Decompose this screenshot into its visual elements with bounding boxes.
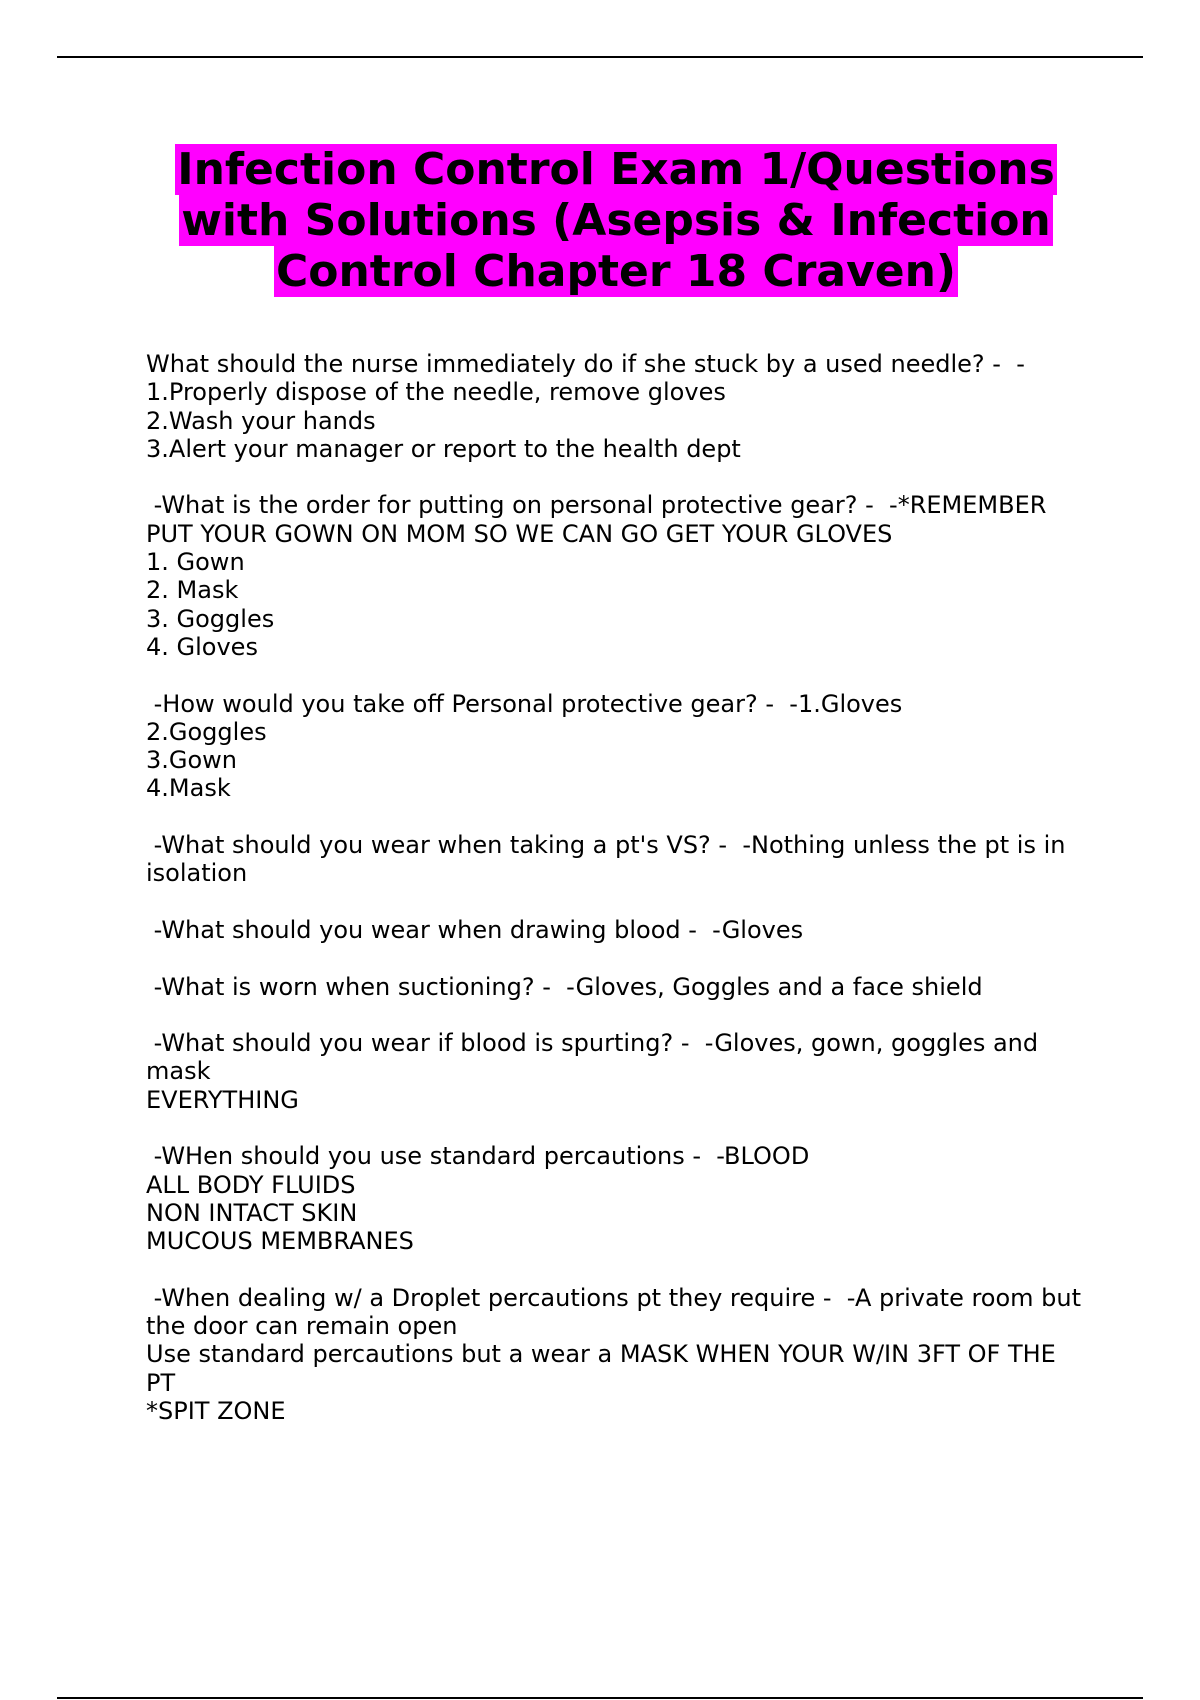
document-title: Infection Control Exam 1/Questions with Solutions (Asepsis & Infection Control Chapter 18 Craven) xyxy=(177,144,1055,297)
qa-answer-line: EVERYTHING xyxy=(146,1085,299,1114)
qa-block xyxy=(146,973,1086,1001)
qa-answer-line: 3.Alert your manager or report to the health dept xyxy=(146,434,741,463)
qa-question-line: -What is worn when suctioning? - -Gloves, Goggles and a face shield xyxy=(146,972,983,1001)
qa-answer-line: 1.Properly dispose of the needle, remove gloves xyxy=(146,378,726,407)
qa-answer-line: 4. Gloves xyxy=(146,632,258,661)
qa-block xyxy=(146,1142,1086,1255)
qa-answer-line: *SPIT ZONE xyxy=(146,1396,286,1425)
qa-answer-line: 3.Gown xyxy=(146,746,238,775)
qa-block xyxy=(146,831,1086,888)
qa-block xyxy=(146,690,1086,803)
qa-answer-line: 2.Goggles xyxy=(146,717,267,746)
qa-question-line: -What is the order for putting on personal protective gear? - -*REMEMBER PUT YOUR GOWN ON MOM SO WE CAN GO GET YOUR GLOVES xyxy=(146,491,1055,548)
qa-question-line: -What should you wear when drawing blood - -Gloves xyxy=(146,915,804,944)
qa-answer-line: 2.Wash your hands xyxy=(146,406,376,435)
qa-question-line: -How would you take off Personal protective gear? - -1.Gloves xyxy=(146,689,903,718)
qa-question-line: -What should you wear when taking a pt's VS? - -Nothing unless the pt is in isolation xyxy=(146,831,1074,888)
qa-question-line: What should the nurse immediately do if she stuck by a used needle? - - xyxy=(146,350,1025,378)
qa-answer-line: 2. Mask xyxy=(146,576,239,605)
qa-answer-line: ALL BODY FLUIDS xyxy=(146,1170,356,1199)
qa-answer-line: Use standard percautions but a wear a MASK WHEN YOUR W/IN 3FT OF THE PT xyxy=(146,1340,1064,1397)
qa-answer-line: MUCOUS MEMBRANES xyxy=(146,1227,414,1256)
qa-question-line: -WHen should you use standard percautions - -BLOOD xyxy=(146,1142,810,1171)
qa-answer-line: 1. Gown xyxy=(146,548,245,577)
qa-answer-line: 4.Mask xyxy=(146,774,231,803)
qa-block xyxy=(146,1283,1089,1425)
bottom-rule xyxy=(57,1697,1143,1699)
qa-answer-line: 3. Goggles xyxy=(146,604,275,633)
qa-block xyxy=(146,350,1086,463)
top-rule xyxy=(57,56,1143,58)
qa-block xyxy=(146,916,1086,944)
qa-question-line: -What should you wear if blood is spurting? - -Gloves, gown, goggles and mask xyxy=(146,1029,1046,1086)
qa-answer-line: NON INTACT SKIN xyxy=(146,1198,358,1227)
qa-content xyxy=(146,350,1089,1454)
qa-block xyxy=(146,491,1086,661)
qa-block xyxy=(146,1029,1086,1114)
qa-question-line: -When dealing w/ a Droplet percautions pt they require - -A private room but the door can remain open xyxy=(146,1283,1089,1341)
title-container xyxy=(140,144,1092,297)
